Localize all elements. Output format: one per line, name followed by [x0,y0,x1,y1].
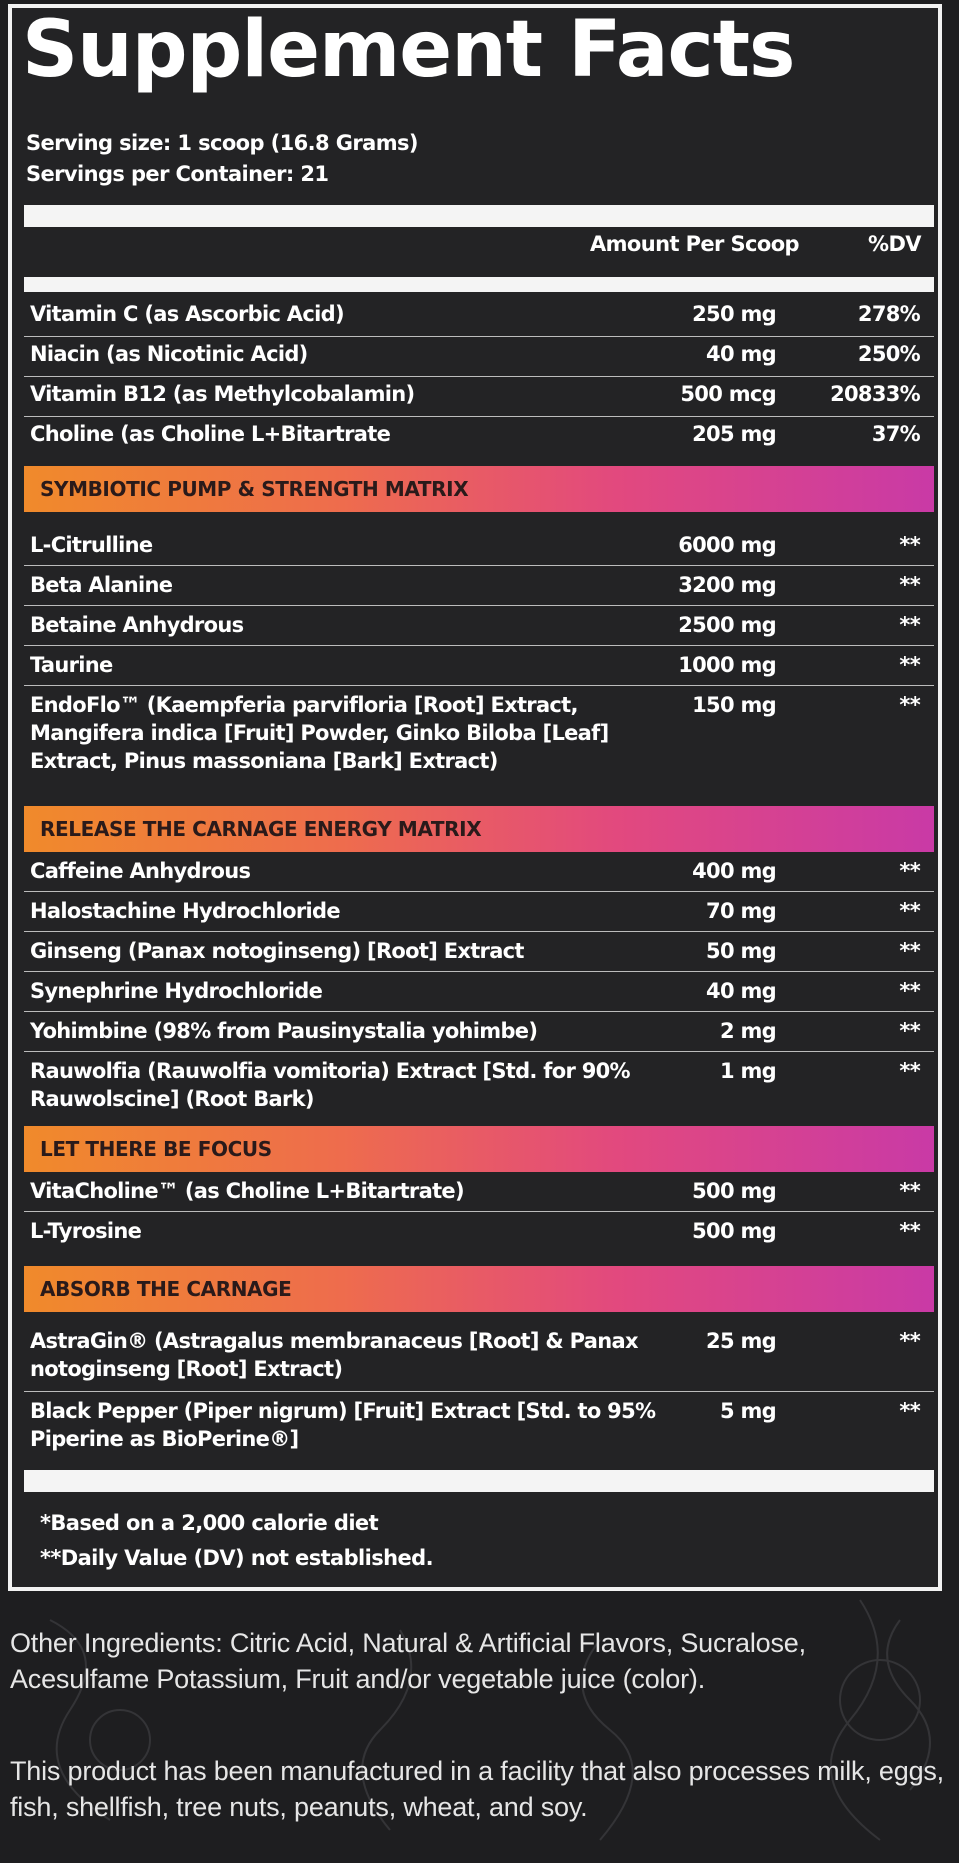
ingredient-name: Caffeine Anhydrous [30,859,251,883]
row-divider [24,1011,934,1012]
footnote-calorie: *Based on a 2,000 calorie diet [40,1511,379,1535]
table-row [30,380,928,412]
ingredient-amount: 40 mg [706,342,776,366]
row-divider [24,376,934,377]
ingredient-dv: ** [899,1399,920,1423]
ingredient-amount: 40 mg [706,979,776,1003]
section-header-2 [24,806,934,852]
ingredient-amount: 2500 mg [678,613,776,637]
ingredient-name: Taurine [30,653,113,677]
ingredient-amount: 205 mg [692,422,776,446]
ingredient-dv: ** [899,533,920,557]
ingredient-amount: 500 mcg [680,382,776,406]
section-title: RELEASE THE CARNAGE ENERGY MATRIX [40,817,482,841]
header-dv: %DV [868,232,921,256]
ingredient-amount: 25 mg [706,1329,776,1353]
ingredient-amount: 70 mg [706,899,776,923]
row-divider [24,971,934,972]
ingredient-name: Rauwolfia (Rauwolfia vomitoria) Extract [Std. for 90% Rauwolscine] (Root Bark) [30,1059,630,1111]
table-row [30,897,928,925]
table-row [30,531,928,559]
ingredient-name: L-Tyrosine [30,1219,142,1243]
ingredient-amount: 2 mg [719,1019,776,1043]
table-row [30,1177,928,1205]
table-row [30,937,928,965]
servings-per-container: Servings per Container: 21 [26,162,329,186]
row-divider [24,1211,934,1212]
allergen-statement: This product has been manufactured in a facility that also processes milk, eggs, fish, shellfish, tree nuts, peanuts, wheat, and soy. [10,1756,944,1822]
ingredient-amount: 50 mg [706,939,776,963]
table-row [30,1397,928,1453]
divider-header [24,277,934,292]
ingredient-amount: 3200 mg [678,573,776,597]
ingredient-dv: ** [899,613,920,637]
table-row [30,340,928,372]
row-divider [24,891,934,892]
header-amount: Amount Per Scoop [590,232,799,256]
ingredient-dv: ** [899,1219,920,1243]
table-row [30,571,928,599]
ingredient-name: Yohimbine (98% from Pausinystalia yohimbe) [30,1019,538,1043]
table-row [30,420,928,452]
table-row [30,651,928,679]
section-title: LET THERE BE FOCUS [40,1137,272,1161]
ingredient-name: Vitamin B12 (as Methylcobalamin) [30,382,415,406]
ingredient-name: Black Pepper (Piper nigrum) [Fruit] Extract [Std. to 95% Piperine as BioPerine®] [30,1399,656,1451]
table-row [30,1017,928,1045]
ingredient-dv: ** [899,653,920,677]
ingredient-name: Beta Alanine [30,573,173,597]
table-row [30,1327,928,1383]
ingredient-dv: 37% [871,422,920,446]
ingredient-name: VitaCholine™ (as Choline L+Bitartrate) [30,1179,464,1203]
ingredient-name: L-Citrulline [30,533,153,557]
section-header-3 [24,1126,934,1172]
ingredient-name: Ginseng (Panax notoginseng) [Root] Extract [30,939,524,963]
ingredient-amount: 1000 mg [678,653,776,677]
table-row [30,857,928,885]
ingredient-dv: 278% [857,302,920,326]
ingredient-name: Synephrine Hydrochloride [30,979,323,1003]
row-divider [24,931,934,932]
ingredient-dv: ** [899,899,920,923]
ingredient-amount: 500 mg [692,1219,776,1243]
table-row [30,1217,928,1245]
table-row [30,977,928,1005]
table-row [30,691,928,775]
ingredient-dv: 20833% [830,382,920,406]
serving-size: Serving size: 1 scoop (16.8 Grams) [26,131,418,155]
ingredient-dv: ** [899,939,920,963]
ingredient-amount: 150 mg [692,693,776,717]
ingredient-amount: 400 mg [692,859,776,883]
table-row [30,300,928,332]
section-header-1 [24,466,934,512]
divider-thick-bottom [24,1470,934,1492]
ingredient-amount: 500 mg [692,1179,776,1203]
ingredient-amount: 6000 mg [678,533,776,557]
row-divider [24,1391,934,1392]
ingredient-name: AstraGin® (Astragalus membranaceus [Root] & Panax notoginseng [Root] Extract) [30,1329,638,1381]
panel-title: Supplement Facts [22,5,795,95]
row-divider [24,565,934,566]
section-title: ABSORB THE CARNAGE [40,1277,292,1301]
ingredient-dv: ** [899,1019,920,1043]
other-ingredients: Other Ingredients: Citric Acid, Natural & Artificial Flavors, Sucralose, Acesulfame Potassium, Fruit and/or vegetable juice (color). [10,1628,806,1694]
ingredient-amount: 5 mg [719,1399,776,1423]
ingredient-dv: ** [899,573,920,597]
row-divider [24,685,934,686]
ingredient-amount: 250 mg [692,302,776,326]
ingredient-name: Halostachine Hydrochloride [30,899,340,923]
ingredient-dv: ** [899,1179,920,1203]
ingredient-dv: ** [899,859,920,883]
ingredient-name: Vitamin C (as Ascorbic Acid) [30,302,344,326]
section-title: SYMBIOTIC PUMP & STRENGTH MATRIX [40,477,469,501]
row-divider [24,645,934,646]
ingredient-dv: 250% [857,342,920,366]
row-divider [24,416,934,417]
ingredient-dv: ** [899,693,920,717]
section-header-4 [24,1266,934,1312]
table-row [30,1057,928,1113]
row-divider [24,1051,934,1052]
row-divider [24,336,934,337]
divider-thick-top [24,205,934,227]
ingredient-dv: ** [899,979,920,1003]
ingredient-dv: ** [899,1329,920,1353]
footnote-dv: **Daily Value (DV) not established. [40,1546,433,1570]
ingredient-dv: ** [899,1059,920,1083]
row-divider [24,605,934,606]
ingredient-amount: 1 mg [719,1059,776,1083]
serving-info [26,126,418,188]
ingredient-name: Niacin (as Nicotinic Acid) [30,342,308,366]
ingredient-name: Choline (as Choline L+Bitartrate [30,422,391,446]
table-row [30,611,928,639]
ingredient-name: Betaine Anhydrous [30,613,244,637]
ingredient-name: EndoFlo™ (Kaempferia parvifloria [Root] Extract, Mangifera indica [Fruit] Powder, Ginko Biloba [Leaf] Extract, Pinus massoniana [Bark] Extract) [30,693,609,773]
